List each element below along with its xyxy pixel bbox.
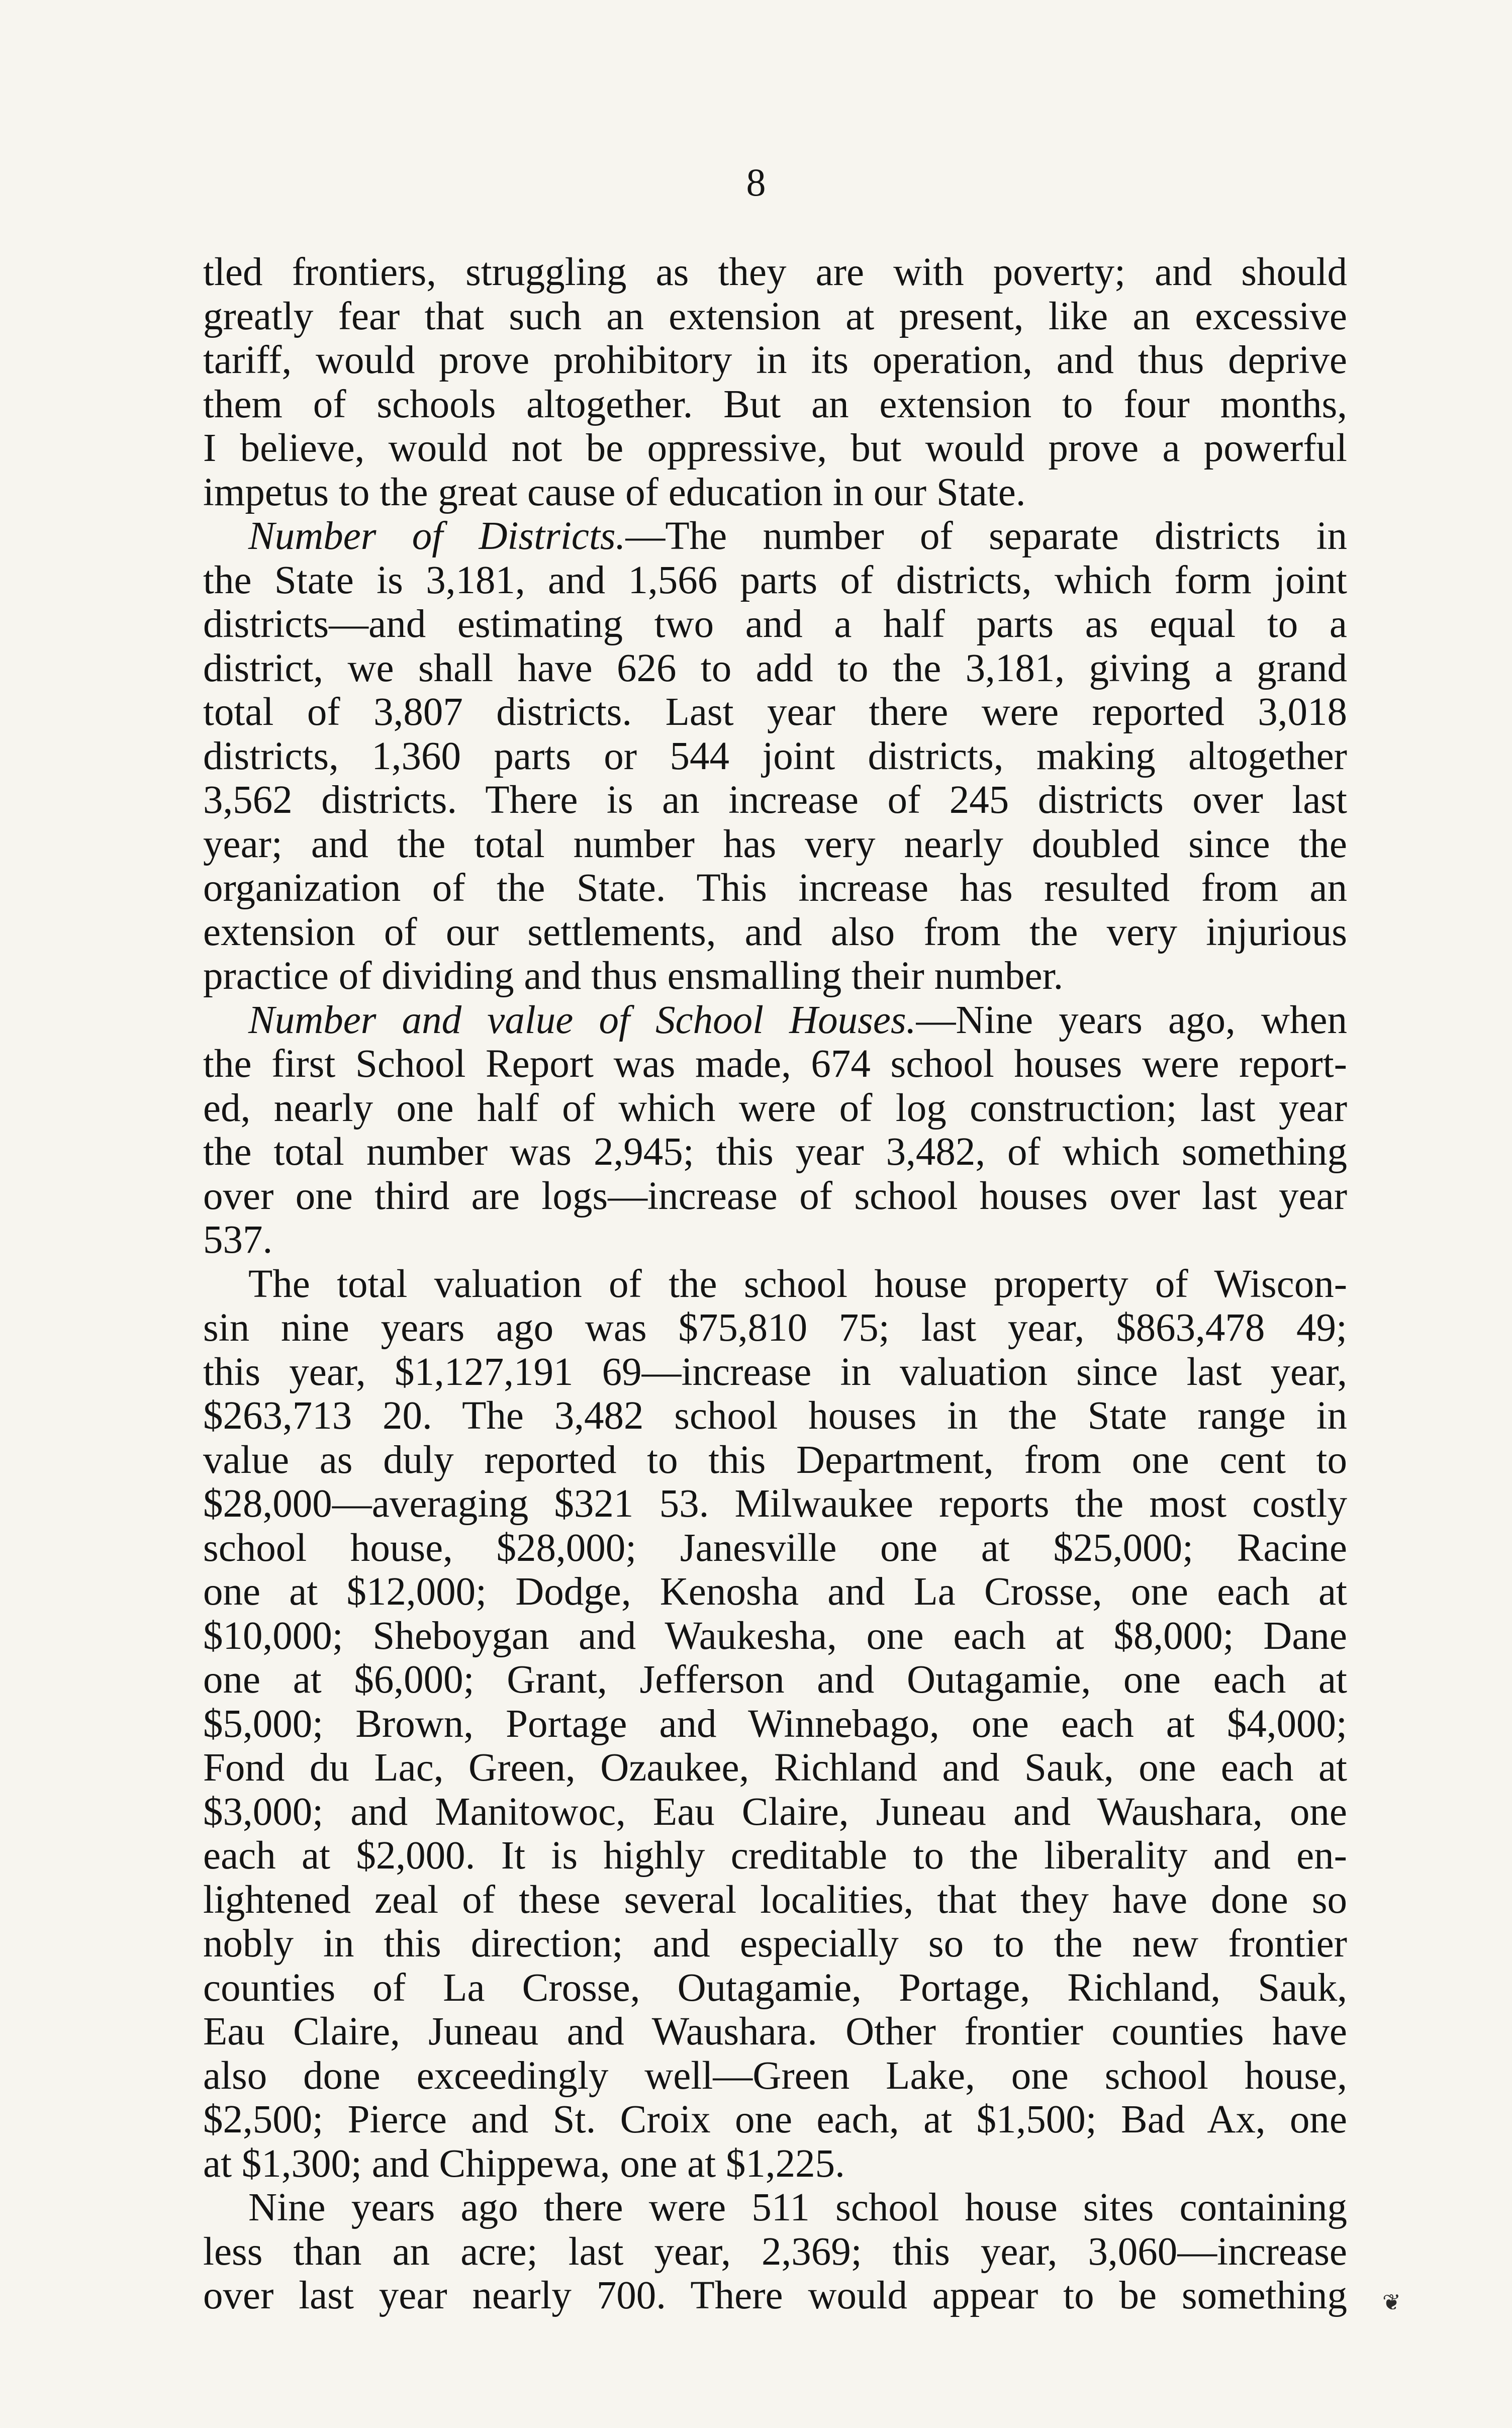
page-number: 8 (746, 160, 766, 204)
section-heading-school-houses (203, 998, 1347, 1043)
text-line: impetus to the great cause of education in our State. (203, 470, 1026, 514)
text-line: one at $6,000; Grant, Jefferson and Outagamie, one each at (203, 1658, 1347, 1702)
text-line: lightened zeal of these several localities, that they have done so (203, 1878, 1347, 1922)
text-line: district, we shall have 626 to add to the 3,181, giving a grand (203, 646, 1347, 690)
text-line: the State is 3,181, and 1,566 parts of districts, which form joint (203, 558, 1347, 602)
text-line: 3,562 districts. There is an increase of 245 districts over last (203, 778, 1347, 822)
text-line: The total valuation of the school house property of Wiscon- (248, 1262, 1347, 1306)
text-line: $28,000—averaging $321 53. Milwaukee reports the most costly (203, 1482, 1347, 1526)
text-line: the first School Report was made, 674 school houses were report- (203, 1042, 1347, 1086)
printer-ornament-icon: ❦ (1382, 2290, 1401, 2315)
text-line: tariff, would prove prohibitory in its operation, and thus deprive (203, 338, 1347, 382)
text-line-segment: —Nine years ago, when (916, 998, 1347, 1042)
text-line: organization of the State. This increase has resulted from an (203, 866, 1347, 910)
text-line: total of 3,807 districts. Last year there were reported 3,018 (203, 690, 1347, 734)
text-line: also done exceedingly well—Green Lake, one school house, (203, 2053, 1347, 2098)
text-line: $263,713 20. The 3,482 school houses in the State range in (203, 1394, 1347, 1438)
text-line: less than an acre; last year, 2,369; this year, 3,060—increase (203, 2229, 1347, 2274)
body-text (203, 250, 1347, 2318)
section-title-districts: Number of Districts. (248, 514, 626, 558)
text-line: Fond du Lac, Green, Ozaukee, Richland and Sauk, one each at (203, 1746, 1347, 1790)
text-line: $3,000; and Manitowoc, Eau Claire, Juneau and Waushara, one (203, 1790, 1347, 1834)
text-line: districts, 1,360 parts or 544 joint districts, making altogether (203, 734, 1347, 778)
text-line: Eau Claire, Juneau and Waushara. Other frontier counties have (203, 2010, 1347, 2053)
text-line: this year, $1,127,191 69—increase in valuation since last year, (203, 1350, 1347, 1394)
text-line: over one third are logs—increase of school houses over last year (203, 1174, 1347, 1218)
text-line: each at $2,000. It is highly creditable to the liberality and en- (203, 1834, 1347, 1878)
text-line: year; and the total number has very nearly doubled since the (203, 822, 1347, 866)
text-line: tled frontiers, struggling as they are with poverty; and should (203, 250, 1347, 294)
text-line: value as duly reported to this Department, from one cent to (203, 1438, 1347, 1482)
text-line: them of schools altogether. But an extension to four months, (203, 382, 1347, 426)
text-line: Nine years ago there were 511 school house sites containing (248, 2186, 1347, 2229)
text-line: $10,000; Sheboygan and Waukesha, one each at $8,000; Dane (203, 1614, 1347, 1658)
text-line: the total number was 2,945; this year 3,482, of which something (203, 1130, 1347, 1174)
text-line: $2,500; Pierce and St. Croix one each, at $1,500; Bad Ax, one (203, 2098, 1347, 2141)
text-line: $5,000; Brown, Portage and Winnebago, one each at $4,000; (203, 1702, 1347, 1746)
text-line: one at $12,000; Dodge, Kenosha and La Crosse, one each at (203, 1570, 1347, 1614)
text-line-segment: —The number of separate districts in (625, 514, 1347, 558)
text-line: 537. (203, 1218, 273, 1262)
text-line: districts—and estimating two and a half parts as equal to a (203, 602, 1347, 646)
section-title-school-houses: Number and value of School Houses. (248, 998, 916, 1042)
text-line: school house, $28,000; Janesville one at $25,000; Racine (203, 1526, 1347, 1570)
text-line: counties of La Crosse, Outagamie, Portage, Richland, Sauk, (203, 1966, 1347, 2010)
text-line: greatly fear that such an extension at present, like an excessive (203, 294, 1347, 338)
text-line: I believe, would not be oppressive, but would prove a powerful (203, 426, 1347, 470)
text-line: over last year nearly 700. There would appear to be something (203, 2274, 1347, 2317)
text-line: extension of our settlements, and also from the very injurious (203, 910, 1347, 954)
section-heading-districts (203, 514, 1347, 558)
text-line: nobly in this direction; and especially so to the new frontier (203, 1922, 1347, 1966)
text-line: sin nine years ago was $75,810 75; last year, $863,478 49; (203, 1306, 1347, 1350)
text-line: ed, nearly one half of which were of log construction; last year (203, 1086, 1347, 1130)
text-line: practice of dividing and thus ensmalling their number. (203, 954, 1064, 998)
text-line: at $1,300; and Chippewa, one at $1,225. (203, 2141, 845, 2186)
